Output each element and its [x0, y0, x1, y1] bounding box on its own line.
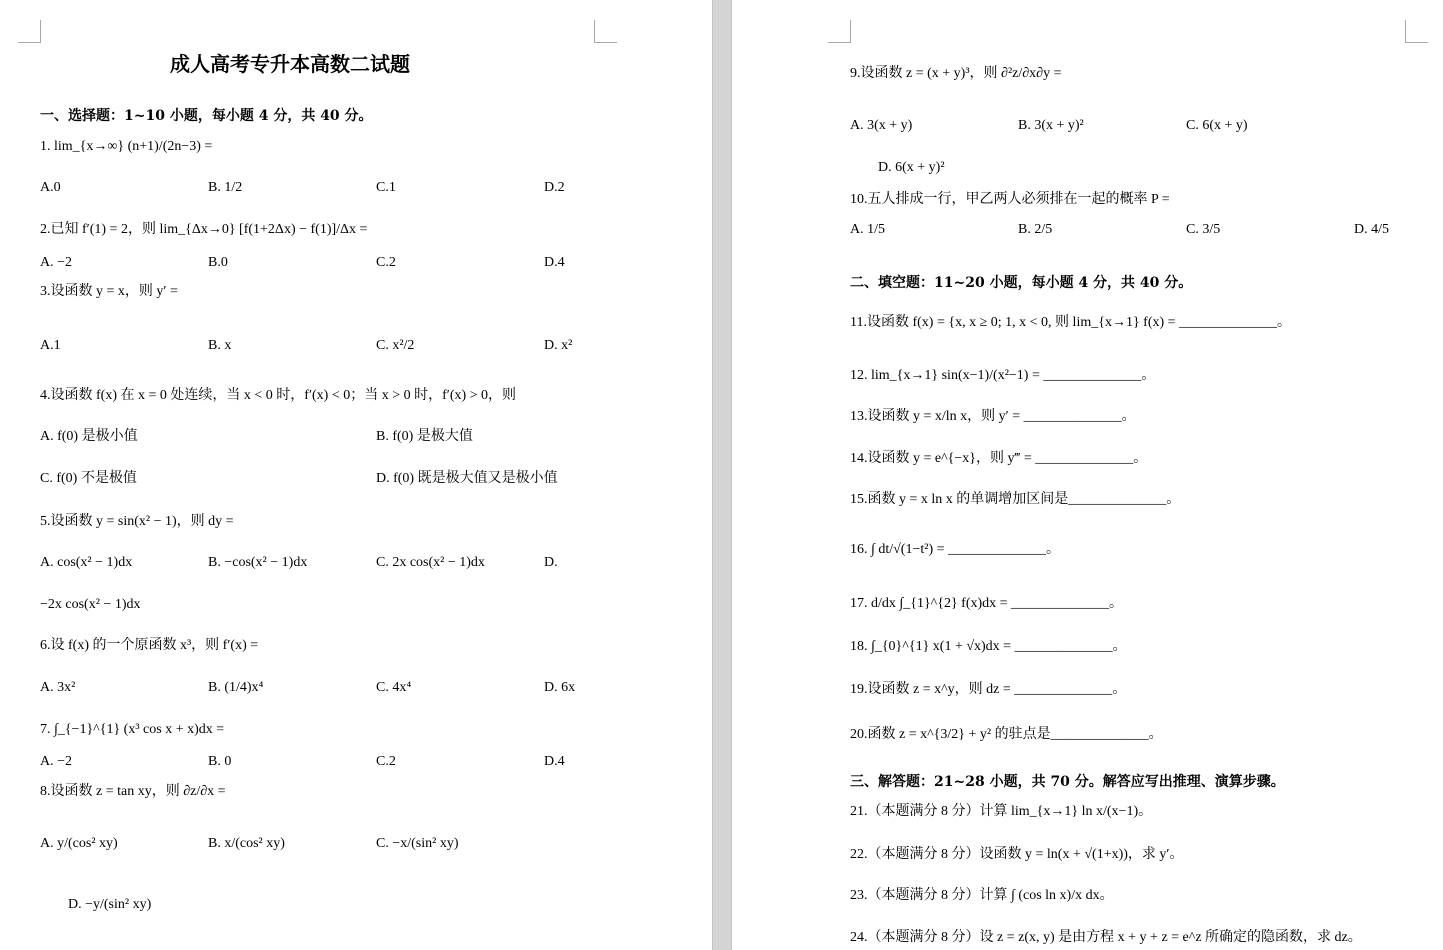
option-b: B. 1/2 — [208, 180, 243, 195]
section-heading: 二、填空题：11~20 小题，每小题 4 分，共 40 分。 — [850, 275, 1193, 291]
option-d: D. 4/5 — [1354, 222, 1389, 237]
option-a: A. −2 — [40, 255, 73, 270]
option-a: A. 3x² — [40, 680, 76, 695]
option-a: A. f(0) 是极小值 — [40, 429, 138, 444]
crop-mark — [1405, 20, 1428, 43]
fill-item: 18. ∫_{0}^{1} x(1 + √x)dx = ______________。 — [850, 639, 1127, 654]
fill-item: 13.设函数 y = x/ln x，则 y′ = ______________。 — [850, 409, 1136, 424]
option-b: B. (1/4)x⁴ — [208, 680, 264, 695]
option-c: C.2 — [376, 754, 396, 769]
fill-item: 19.设函数 z = x^y，则 dz = ______________。 — [850, 682, 1127, 697]
option-a: A. −2 — [40, 754, 73, 769]
option-d: D.4 — [544, 754, 565, 769]
option-d: D.2 — [544, 180, 565, 195]
option-d: D. — [544, 555, 558, 570]
option-b: B. x/(cos² xy) — [208, 836, 285, 851]
option-a: A. 3(x + y) — [850, 118, 913, 133]
option-a: A. cos(x² − 1)dx — [40, 555, 133, 570]
option-c: C.1 — [376, 180, 396, 195]
option-c: C. f(0) 不是极值 — [40, 471, 137, 486]
option-d: D. −y/(sin² xy) — [68, 897, 152, 912]
solve-item: 21.（本题满分 8 分）计算 lim_{x→1} ln x/(x−1)。 — [850, 804, 1153, 819]
option-b: B. 0 — [208, 754, 232, 769]
option-c: C. x²/2 — [376, 338, 415, 353]
question-stem: 4.设函数 f(x) 在 x = 0 处连续，当 x < 0 时，f′(x) < 0；当 x > 0 时，f′(x) > 0，则 — [40, 388, 517, 403]
fill-item: 15.函数 y = x ln x 的单调增加区间是______________。 — [850, 492, 1181, 507]
section-heading: 一、选择题：1~10 小题，每小题 4 分，共 40 分。 — [40, 108, 373, 124]
question-stem: 10.五人排成一行，甲乙两人必须排在一起的概率 P = — [850, 192, 1170, 207]
solve-item: 22.（本题满分 8 分）设函数 y = ln(x + √(1+x))，求 y′。 — [850, 847, 1184, 862]
option-d: D. x² — [544, 338, 573, 353]
option-c: C. 6(x + y) — [1186, 118, 1248, 133]
page-title: 成人高考专升本高数二试题 — [170, 52, 410, 76]
fill-item: 17. d/dx ∫_{1}^{2} f(x)dx = ______________。 — [850, 596, 1124, 611]
option-a: A.0 — [40, 180, 61, 195]
option-c: C. −x/(sin² xy) — [376, 836, 459, 851]
option-b: B. f(0) 是极大值 — [376, 429, 473, 444]
fill-item: 12. lim_{x→1} sin(x−1)/(x²−1) = ______________。 — [850, 368, 1156, 383]
question-stem: 2.已知 f′(1) = 2，则 lim_{Δx→0} [f(1+2Δx) − f(1)]/Δx = — [40, 222, 368, 237]
crop-mark — [828, 20, 851, 43]
question-stem: 8.设函数 z = tan xy，则 ∂z/∂x = — [40, 784, 226, 799]
crop-mark — [18, 20, 41, 43]
option-d-continued: −2x cos(x² − 1)dx — [40, 597, 141, 612]
solve-item: 24.（本题满分 8 分）设 z = z(x, y) 是由方程 x + y + z = e^z 所确定的隐函数，求 dz。 — [850, 930, 1362, 945]
option-c: C. 2x cos(x² − 1)dx — [376, 555, 485, 570]
option-d: D.4 — [544, 255, 565, 270]
fill-item: 16. ∫ dt/√(1−t²) = ______________。 — [850, 542, 1060, 557]
option-a: A. y/(cos² xy) — [40, 836, 118, 851]
option-c: C. 4x⁴ — [376, 680, 412, 695]
question-stem: 1. lim_{x→∞} (n+1)/(2n−3) = — [40, 139, 213, 154]
question-stem: 5.设函数 y = sin(x² − 1)，则 dy = — [40, 514, 234, 529]
document-page-right — [732, 0, 1443, 950]
crop-mark — [594, 20, 617, 43]
option-d: D. 6(x + y)² — [878, 160, 945, 175]
page-gutter — [712, 0, 732, 950]
option-b: B. 3(x + y)² — [1018, 118, 1084, 133]
fill-item: 11.设函数 f(x) = {x, x ≥ 0; 1, x < 0, 则 lim_{x→1} f(x) = ______________。 — [850, 315, 1292, 330]
option-d: D. f(0) 既是极大值又是极小值 — [376, 471, 558, 486]
option-b: B.0 — [208, 255, 228, 270]
option-c: C.2 — [376, 255, 396, 270]
question-stem: 6.设 f(x) 的一个原函数 x³，则 f′(x) = — [40, 638, 259, 653]
document-page-left — [0, 0, 712, 950]
question-stem: 7. ∫_{−1}^{1} (x³ cos x + x)dx = — [40, 722, 225, 737]
question-stem: 3.设函数 y = x，则 y′ = — [40, 284, 178, 299]
option-a: A.1 — [40, 338, 61, 353]
solve-item: 23.（本题满分 8 分）计算 ∫ (cos ln x)/x dx。 — [850, 888, 1114, 903]
question-stem: 9.设函数 z = (x + y)³，则 ∂²z/∂x∂y = — [850, 66, 1062, 81]
fill-item: 14.设函数 y = e^{−x}，则 y‴ = ______________。 — [850, 451, 1148, 466]
option-b: B. 2/5 — [1018, 222, 1053, 237]
option-b: B. −cos(x² − 1)dx — [208, 555, 308, 570]
option-d: D. 6x — [544, 680, 576, 695]
fill-item: 20.函数 z = x^{3/2} + y² 的驻点是______________。 — [850, 727, 1163, 742]
section-heading: 三、解答题：21~28 小题，共 70 分。解答应写出推理、演算步骤。 — [850, 774, 1285, 790]
option-b: B. x — [208, 338, 232, 353]
option-a: A. 1/5 — [850, 222, 885, 237]
option-c: C. 3/5 — [1186, 222, 1221, 237]
